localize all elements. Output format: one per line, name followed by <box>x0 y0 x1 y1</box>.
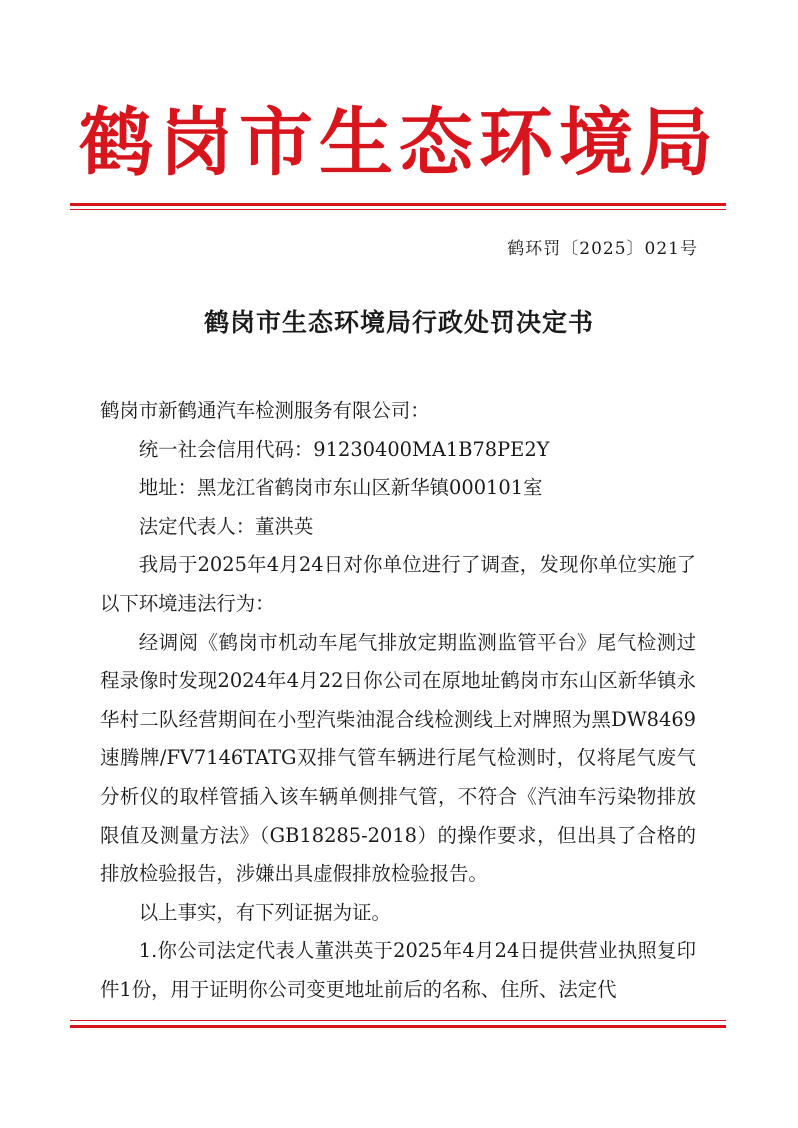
addressee: 鹤岗市新鹤通汽车检测服务有限公司： <box>100 399 430 422</box>
paragraph-evidence-1: 1.你公司法定代表人董洪英于2025年4月24日提供营业执照复印件1份，用于证明你公司变更地址前后的名称、住所、法定代 <box>100 939 696 1001</box>
legal-representative-line: 法定代表人：董洪英 <box>138 514 314 538</box>
address-line: 地址：黑龙江省鹤岗市东山区新华镇000101室 <box>138 476 543 500</box>
footer-red-rule <box>70 1025 726 1028</box>
paragraph-evidence-intro: 以上事实，有下列证据为证。 <box>138 900 391 924</box>
header-red-rule-thin <box>70 209 726 210</box>
paragraph-violation-facts: 经调阅《鹤岗市机动车尾气排放定期监测监管平台》尾气检测过程录像时发现2024年4月22日你公司在原地址鹤岗市东山区新华镇永华村二队经营期间在小型汽柴油混合线检测线上对牌照为黑DW8469速腾牌/FV7146TATG双排气管车辆进行尾气检测时，仅将尾气废气分析仪的取样管插入该车辆单侧排气管，不符合《汽油车污染物排放限值及测量方法》（GB18285-2018）的操作要求，但出具了合格的排放检验报告，涉嫌出具虚假排放检验报告。 <box>100 630 696 886</box>
agency-masthead: 鹤岗市生态环境局 <box>79 100 719 186</box>
document-title: 鹤岗市生态环境局行政处罚决定书 <box>203 308 594 337</box>
credit-code-line: 统一社会信用代码：91230400MA1B78PE2Y <box>138 437 550 461</box>
header-red-rule <box>70 203 726 206</box>
document-body <box>100 392 696 1010</box>
document-number: 鹤环罚〔2025〕021号 <box>507 239 698 259</box>
paragraph-investigation: 我局于2025年4月24日对你单位进行了调查，发现你单位实施了以下环境违法行为： <box>100 553 696 615</box>
footer-red-rule-thin <box>70 1020 726 1021</box>
